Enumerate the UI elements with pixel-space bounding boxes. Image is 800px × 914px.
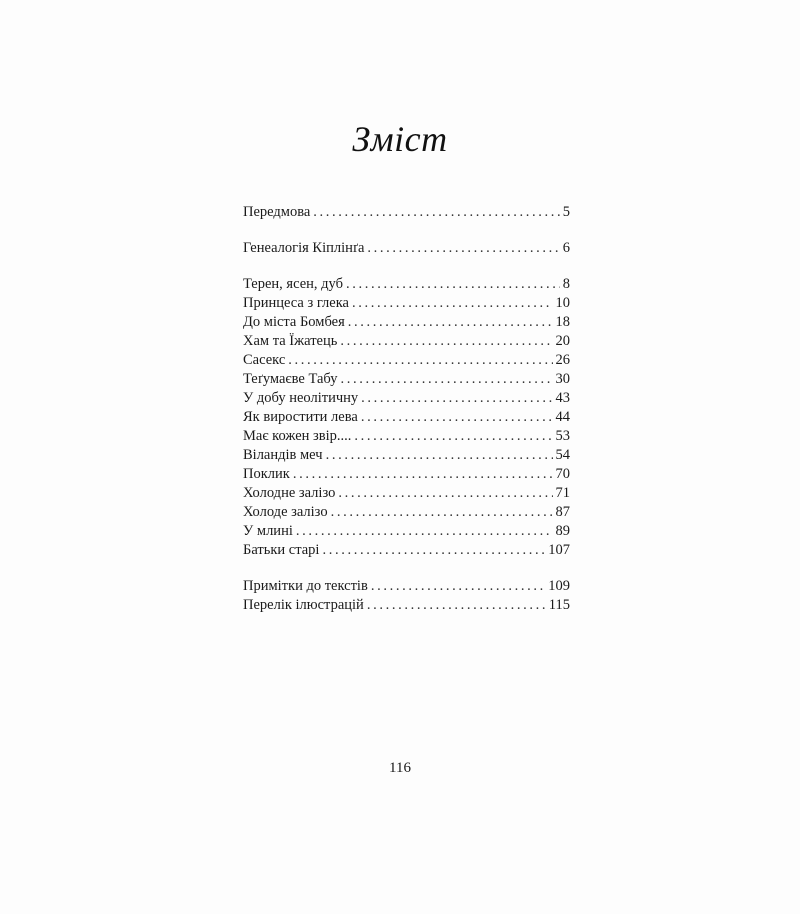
toc-entry-page: 89 xyxy=(555,523,570,539)
toc-entry[interactable] xyxy=(243,446,570,465)
dot-leader xyxy=(340,370,552,389)
toc-entry[interactable] xyxy=(243,313,570,332)
dot-leader xyxy=(296,522,553,541)
dot-leader xyxy=(367,239,559,258)
dot-leader xyxy=(338,484,552,503)
toc-entry-page: 20 xyxy=(555,333,570,349)
toc-entry[interactable] xyxy=(243,503,570,522)
toc-entry[interactable] xyxy=(243,408,570,427)
toc-entry-page: 53 xyxy=(555,428,570,444)
toc-entry-title: Холодне залізо xyxy=(243,485,336,501)
dot-leader xyxy=(340,332,552,351)
toc-entry-page: 109 xyxy=(548,578,570,594)
toc-group-works xyxy=(243,275,570,560)
toc-entry[interactable] xyxy=(243,203,570,222)
toc-entry[interactable] xyxy=(243,351,570,370)
page-number: 116 xyxy=(389,760,411,776)
toc-entry-title: Теґумаєве Табу xyxy=(243,371,338,387)
toc-entry[interactable] xyxy=(243,370,570,389)
toc-entry-title: Сасекс xyxy=(243,352,286,368)
toc-entry-title: Генеалогія Кіплінґа xyxy=(243,240,365,256)
toc-entry-page: 30 xyxy=(555,371,570,387)
toc-entry-page: 26 xyxy=(555,352,570,368)
toc-entry-page: 6 xyxy=(562,240,570,256)
toc-entry-title: Батьки старі xyxy=(243,542,320,558)
dot-leader xyxy=(326,446,553,465)
toc-entry-title: Поклик xyxy=(243,466,290,482)
toc-entry-page: 44 xyxy=(555,409,570,425)
toc-entry[interactable] xyxy=(243,541,570,560)
page-title: Зміст xyxy=(352,119,448,159)
dot-leader xyxy=(322,541,545,560)
dot-leader xyxy=(354,427,552,446)
toc-entry-page: 8 xyxy=(562,276,570,292)
toc-entry-page: 107 xyxy=(548,542,570,558)
toc-entry-title: Хам та Їжатець xyxy=(243,333,338,349)
dot-leader xyxy=(361,389,552,408)
toc-entry[interactable] xyxy=(243,389,570,408)
toc-entry-page: 5 xyxy=(562,204,570,220)
toc-entry[interactable] xyxy=(243,275,570,294)
dot-leader xyxy=(367,596,546,615)
toc-entry-page: 54 xyxy=(555,447,570,463)
toc-entry-title: Передмова xyxy=(243,204,311,220)
dot-leader xyxy=(348,313,553,332)
toc-entry-title: У млині xyxy=(243,523,293,539)
dot-leader xyxy=(293,465,553,484)
toc-entry[interactable] xyxy=(243,427,570,446)
toc-entry-title: Як виростити лева xyxy=(243,409,358,425)
toc-group-genealogy xyxy=(243,239,570,258)
toc-entry-page: 71 xyxy=(555,485,570,501)
toc-group-preface xyxy=(243,203,570,222)
toc-entry[interactable] xyxy=(243,465,570,484)
toc-entry-page: 43 xyxy=(555,390,570,406)
toc-entry[interactable] xyxy=(243,484,570,503)
dot-leader xyxy=(331,503,553,522)
toc-entry[interactable] xyxy=(243,332,570,351)
toc-entry-page: 18 xyxy=(555,314,570,330)
dot-leader xyxy=(361,408,553,427)
toc-entry-page: 87 xyxy=(555,504,570,520)
dot-leader xyxy=(352,294,553,313)
toc-entry-title: Має кожен звір.... xyxy=(243,428,352,444)
toc-entry-title: До міста Бомбея xyxy=(243,314,345,330)
toc-entry-title: У добу неолітичну xyxy=(243,390,359,406)
toc-entry-title: Перелік ілюстрацій xyxy=(243,597,364,613)
toc-entry-page: 10 xyxy=(555,295,570,311)
toc-entry-title: Терен, ясен, дуб xyxy=(243,276,343,292)
toc-entry-title: Принцеса з глека xyxy=(243,295,349,311)
toc-entry[interactable] xyxy=(243,596,570,615)
dot-leader xyxy=(346,275,560,294)
toc-group-appendix xyxy=(243,577,570,615)
toc-entry-title: Віландів меч xyxy=(243,447,323,463)
dot-leader xyxy=(313,203,559,222)
toc-entry[interactable] xyxy=(243,239,570,258)
dot-leader xyxy=(371,577,545,596)
table-of-contents xyxy=(243,203,570,615)
toc-entry[interactable] xyxy=(243,294,570,313)
toc-entry-title: Холоде залізо xyxy=(243,504,328,520)
toc-entry[interactable] xyxy=(243,577,570,596)
toc-entry-page: 70 xyxy=(555,466,570,482)
toc-entry-page: 115 xyxy=(548,597,570,613)
toc-entry-title: Примітки до текстів xyxy=(243,578,368,594)
dot-leader xyxy=(288,351,552,370)
toc-entry[interactable] xyxy=(243,522,570,541)
